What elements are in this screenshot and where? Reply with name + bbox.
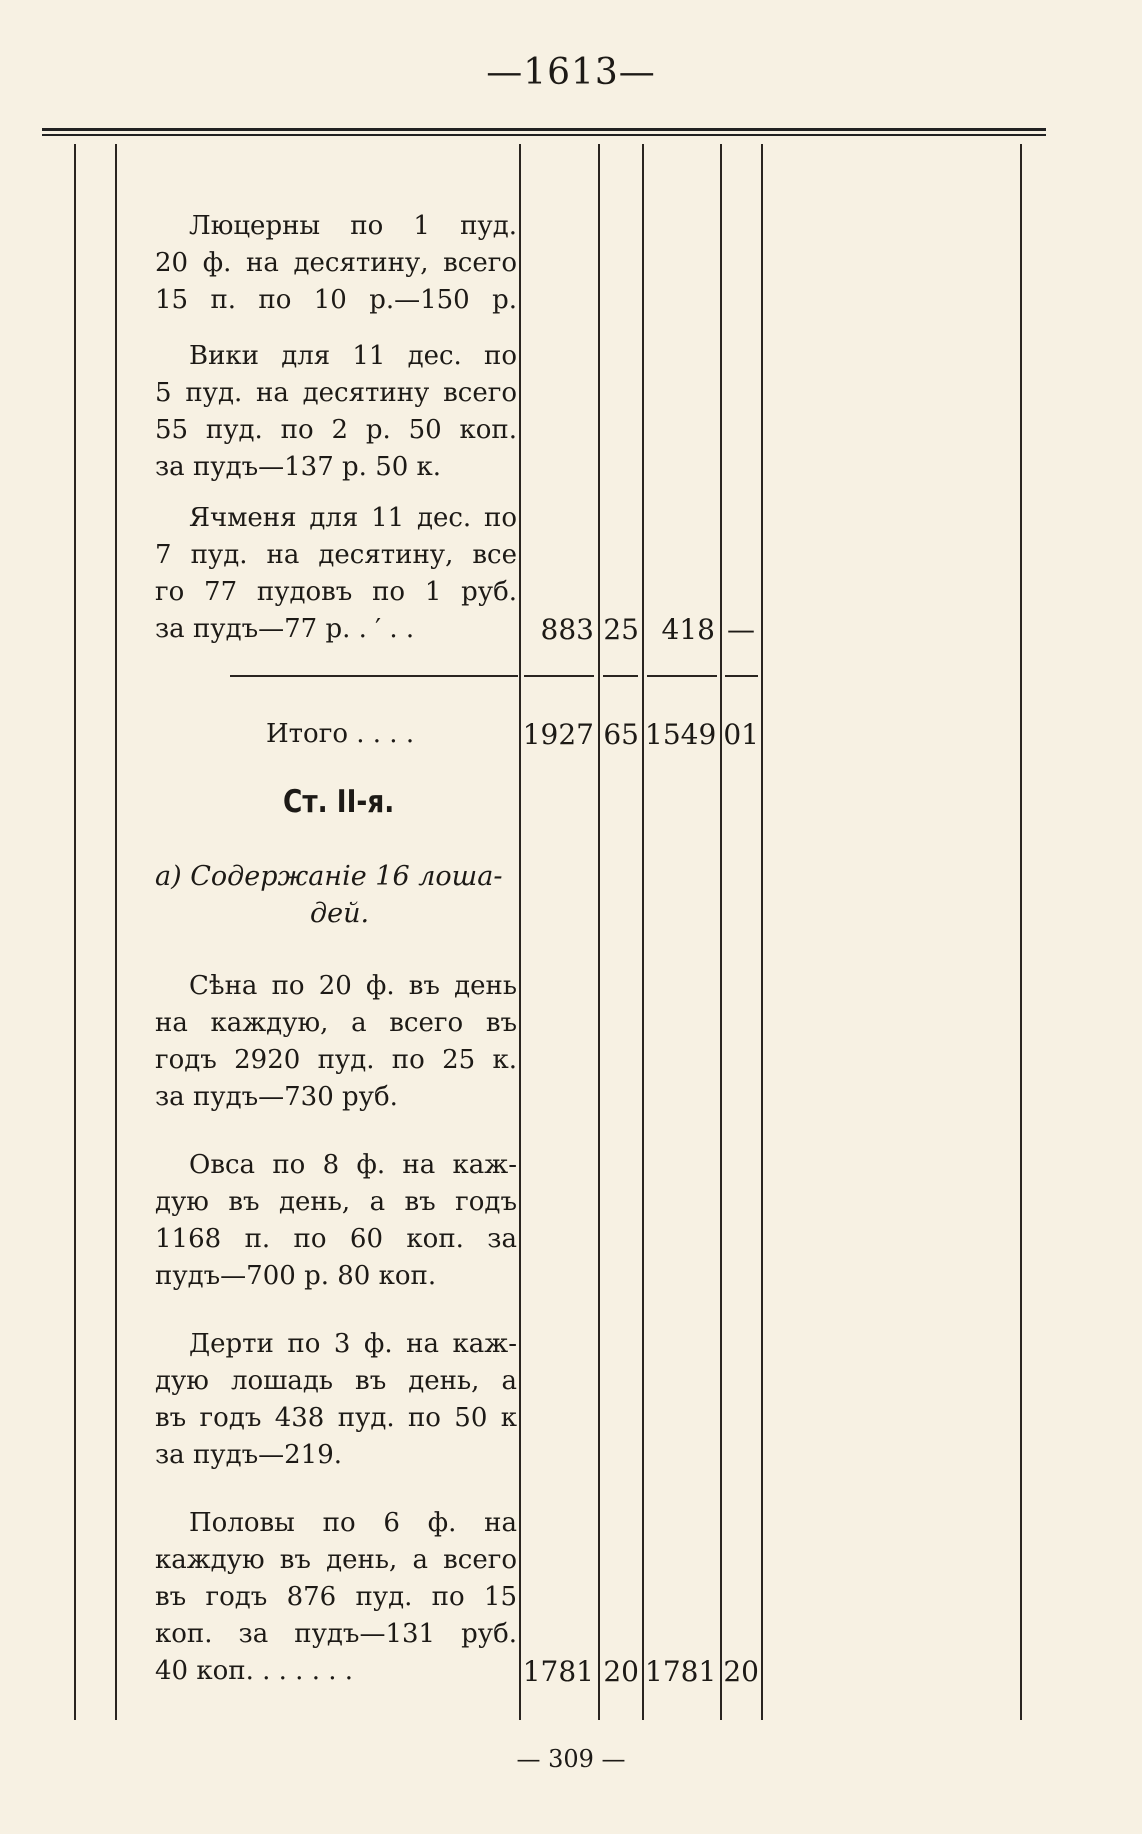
text-line: Овса по 8 ф. на каж- [189,1150,517,1180]
block2-amount2-rubles: 1781 [645,1655,717,1688]
text-line: го 77 пудовъ по 1 руб. [155,577,517,607]
text-line: Вики для 11 дес. по [189,341,517,371]
top-double-rule-upper [42,128,1046,131]
text-line: 55 пуд. по 2 р. 50 коп. [155,415,517,445]
text-line: за пудъ—77 р. . ′ . . [155,614,415,644]
block2-amount-rubles: 1781 [522,1655,594,1688]
text-line: за пудъ—219. [155,1440,343,1470]
text-line: на каждую, а всего въ [155,1008,517,1038]
text-line: годъ 2920 пуд. по 25 к. [155,1045,517,1075]
block2-amount-kopecks: 20 [603,1655,639,1688]
column-divider-amount1 [519,144,521,1720]
column-divider-amount4 [720,144,722,1720]
table-inner-left-border [115,144,117,1720]
block1-amount-rubles: 883 [540,613,594,646]
total-separator-c2 [603,675,638,677]
text-line: коп. за пудъ—131 руб. [155,1619,517,1649]
vetch-paragraph [155,338,517,486]
text-line: 7 пуд. на десятину, все [155,540,517,570]
text-line: пудъ—700 р. 80 коп. [155,1261,437,1291]
total-separator-c1 [524,675,594,677]
total-separator-text [230,675,518,677]
total-separator-c4 [725,675,758,677]
block2-amount2-kopecks: 20 [723,1655,759,1688]
top-double-rule-lower [42,134,1046,136]
grist-paragraph [155,1326,517,1474]
total-amount-rubles: 1927 [522,718,594,751]
text-line: за пудъ—730 руб. [155,1082,398,1112]
footer-sheet-number: — 309 — [516,1745,626,1773]
text-line: Люцерны по 1 пуд. [189,211,517,241]
page-number: —1613— [486,52,656,93]
chaff-paragraph [155,1505,517,1690]
table-right-border [1020,144,1022,1720]
barley-paragraph [155,500,517,648]
text-line: Дерти по 3 ф. на каж- [189,1329,517,1359]
text-line: 5 пуд. на десятину всего [155,378,517,408]
text-line: Ячменя для 11 дес. по [189,503,517,533]
block1-amount2-kopecks: — [727,613,755,646]
column-divider-amount5 [761,144,763,1720]
lucerne-paragraph [155,208,517,319]
total-amount2-rubles: 1549 [645,718,717,751]
text-line: 15 п. по 10 р.—150 р. [155,285,517,315]
text-line: Половы по 6 ф. на [189,1508,517,1538]
text-line: 1168 п. по 60 коп. за [155,1224,517,1254]
text-line: дую лошадь въ день, а [155,1366,517,1396]
text-line: за пудъ—137 р. 50 к. [155,452,442,482]
table-left-border [74,144,76,1720]
section-title: Ст. II-я. [283,784,395,820]
block1-amount-kopecks: 25 [603,613,639,646]
text-line: 40 коп. . . . . . . [155,1656,354,1686]
subsection-heading: а) Содержаніе 16 лоша- [155,861,503,892]
total-label: Итого . . . . [266,719,415,749]
subsection-heading-cont: дей. [310,898,370,929]
text-line: каждую въ день, а всего [155,1545,517,1575]
total-amount-kopecks: 65 [603,718,639,751]
block1-amount2-rubles: 418 [661,613,715,646]
text-line: въ годъ 438 пуд. по 50 к [155,1403,517,1433]
total-amount2-kopecks: 01 [723,718,759,751]
column-divider-amount2 [598,144,600,1720]
text-line: въ годъ 876 пуд. по 15 [155,1582,517,1612]
column-divider-amount3 [642,144,644,1720]
text-line: 20 ф. на десятину, всего [155,248,517,278]
hay-paragraph [155,968,517,1116]
text-line: дую въ день, а въ годъ [155,1187,517,1217]
total-separator-c3 [647,675,717,677]
oats-paragraph [155,1147,517,1295]
text-line: Сѣна по 20 ф. въ день [189,971,517,1001]
